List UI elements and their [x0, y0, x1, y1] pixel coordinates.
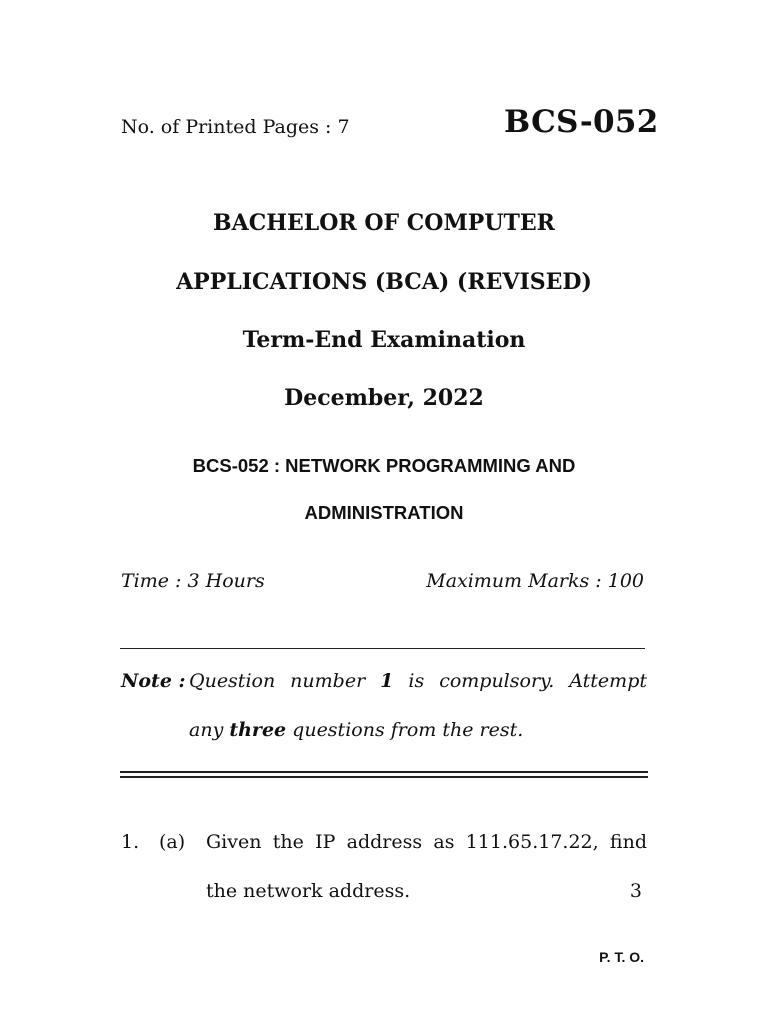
- note-line-1-pre: Question number: [189, 670, 381, 692]
- subject-line-2: ADMINISTRATION: [304, 502, 464, 523]
- question-text-line-1: Given the IP address as 111.65.17.22, find: [206, 831, 647, 853]
- note-line-2-post: questions from the rest.: [286, 719, 524, 741]
- question-marks: 3: [629, 880, 642, 902]
- note-line-2-bold: three: [229, 719, 287, 741]
- exam-duration: Time : 3 Hours: [121, 570, 265, 592]
- question-part: (a): [159, 831, 186, 853]
- printed-pages-count: No. of Printed Pages : 7: [121, 116, 350, 138]
- divider-double-top: [120, 771, 648, 773]
- paper-code: BCS-052: [504, 104, 659, 140]
- maximum-marks: Maximum Marks : 100: [426, 570, 644, 592]
- note-label: Note :: [121, 670, 186, 692]
- subject-line-1: BCS-052 : NETWORK PROGRAMMING AND: [192, 455, 576, 476]
- pto-label: P. T. O.: [599, 949, 644, 965]
- note-line-2: [189, 719, 523, 741]
- title-line-2: APPLICATIONS (BCA) (REVISED): [176, 269, 592, 295]
- question-number: 1.: [121, 831, 140, 853]
- divider-single: [120, 648, 645, 649]
- question-text-line-2: the network address.: [206, 880, 411, 902]
- note-line-1: [189, 670, 647, 692]
- note-line-2-pre: any: [189, 719, 230, 741]
- note-line-1-bold: 1: [380, 670, 394, 692]
- exam-date: December, 2022: [284, 385, 484, 411]
- note-line-1-post: is compulsory. Attempt: [393, 670, 647, 692]
- divider-double-bottom: [120, 776, 648, 778]
- exam-type: Term-End Examination: [242, 327, 526, 353]
- title-line-1: BACHELOR OF COMPUTER: [213, 210, 555, 236]
